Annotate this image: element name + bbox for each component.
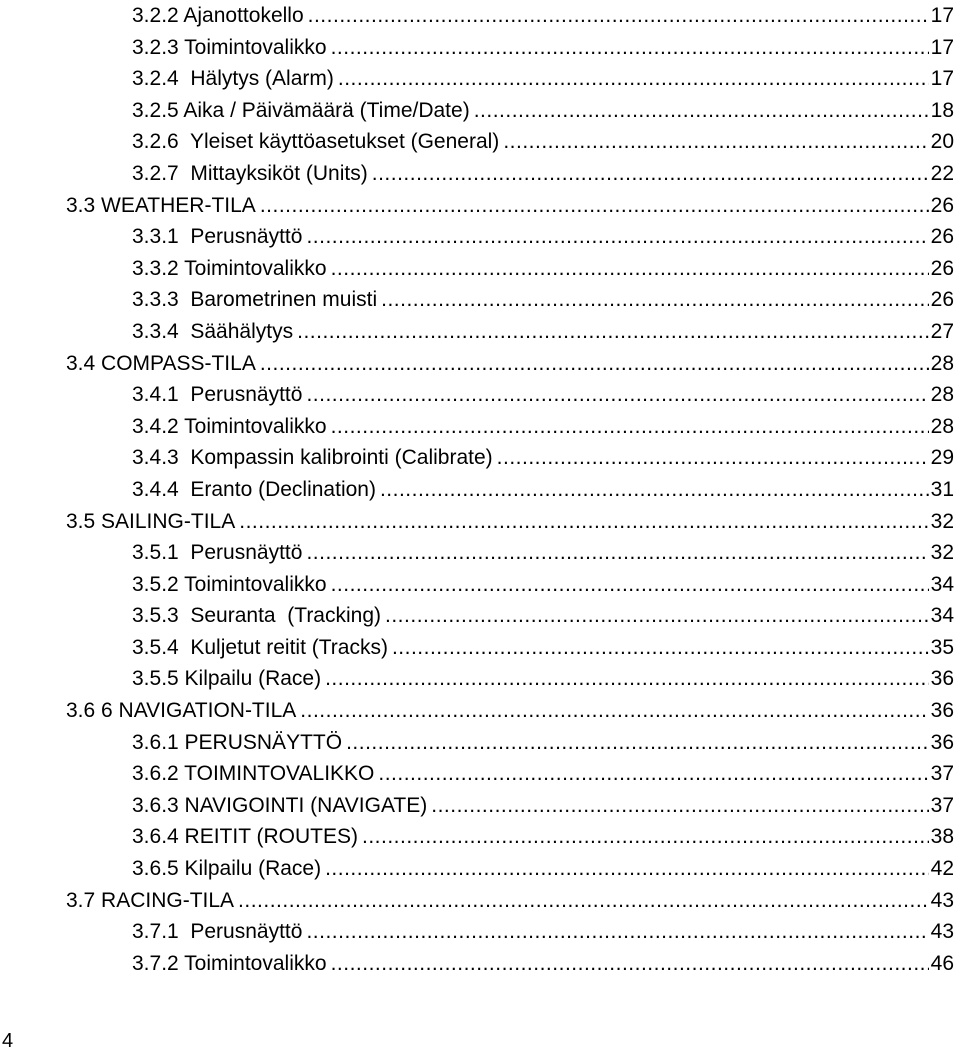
toc-entry[interactable] (66, 818, 954, 850)
toc-entry-page-number: 26 (930, 256, 954, 280)
dot-leader (344, 731, 929, 755)
toc-entry-title: 3.2.6 Yleiset käyttöasetukset (General) (132, 130, 500, 154)
toc-entry[interactable] (66, 849, 954, 881)
toc-entry-page-number: 26 (930, 193, 954, 217)
toc-entry-page-number: 26 (930, 288, 954, 312)
dot-leader (323, 667, 929, 691)
toc-entry-title: 3.7.2 Toimintovalikko (132, 951, 327, 975)
dot-leader (304, 225, 928, 249)
dot-leader (237, 510, 928, 534)
toc-entry[interactable] (66, 218, 954, 250)
toc-entry-page-number: 31 (930, 477, 954, 501)
toc-entry-title: 3.7.1 Perusnäyttö (132, 920, 303, 944)
toc-entry[interactable] (66, 249, 954, 281)
toc-entry-title: 3.2.7 Mittayksiköt (Units) (132, 161, 368, 185)
toc-entry-page-number: 43 (930, 888, 954, 912)
toc-entry-title: 3.4 COMPASS-TILA (66, 351, 256, 375)
toc-entry-title: 3.5 SAILING-TILA (66, 509, 236, 533)
toc-entry-title: 3.5.3 Seuranta (Tracking) (132, 604, 382, 628)
toc-entry[interactable] (66, 628, 954, 660)
toc-entry-title: 3.3.4 Säähälytys (132, 319, 294, 343)
toc-entry-title: 3.4.4 Eranto (Declination) (132, 477, 376, 501)
toc-entry[interactable] (66, 502, 954, 534)
toc-entry[interactable] (66, 28, 954, 60)
toc-entry-page-number: 34 (930, 572, 954, 596)
dot-leader (329, 257, 929, 281)
toc-entry-title: 3.4.1 Perusnäyttö (132, 383, 303, 407)
toc-entry-title: 3.6.4 REITIT (ROUTES) (132, 825, 358, 849)
toc-entry[interactable] (66, 755, 954, 787)
toc-entry-page-number: 22 (930, 161, 954, 185)
toc-entry-page-number: 17 (930, 67, 954, 91)
toc-entry[interactable] (66, 344, 954, 376)
dot-leader (495, 446, 929, 470)
toc-entry-title: 3.5.5 Kilpailu (Race) (132, 667, 322, 691)
dot-leader (258, 194, 929, 218)
toc-entry-page-number: 26 (930, 225, 954, 249)
dot-leader (329, 415, 929, 439)
toc-entry-page-number: 20 (930, 130, 954, 154)
dot-leader (306, 4, 929, 28)
toc-entry[interactable] (66, 913, 954, 945)
dot-leader (323, 857, 929, 881)
toc-entry[interactable] (66, 691, 954, 723)
toc-entry[interactable] (66, 186, 954, 218)
dot-leader (329, 952, 929, 976)
toc-entry[interactable] (66, 723, 954, 755)
toc-entry[interactable] (66, 534, 954, 566)
toc-entry-page-number: 36 (930, 699, 954, 723)
dot-leader (379, 288, 929, 312)
toc-entry-title: 3.6.3 NAVIGOINTI (NAVIGATE) (132, 793, 428, 817)
toc-entry-title: 3.4.2 Toimintovalikko (132, 414, 327, 438)
toc-entry-page-number: 34 (930, 604, 954, 628)
dot-leader (236, 889, 929, 913)
toc-entry-title: 3.3.1 Perusnäyttö (132, 225, 303, 249)
dot-leader (304, 383, 928, 407)
toc-entry[interactable] (66, 470, 954, 502)
toc-entry-page-number: 32 (930, 509, 954, 533)
toc-entry-page-number: 46 (930, 951, 954, 975)
toc-entry-title: 3.7 RACING-TILA (66, 888, 235, 912)
toc-entry-title: 3.3.2 Toimintovalikko (132, 256, 327, 280)
toc-entry-page-number: 38 (930, 825, 954, 849)
dot-leader (376, 762, 928, 786)
toc-entry[interactable] (66, 565, 954, 597)
toc-entry[interactable] (66, 597, 954, 629)
toc-entry[interactable] (66, 154, 954, 186)
dot-leader (390, 636, 929, 660)
toc-entry[interactable] (66, 944, 954, 976)
dot-leader (383, 604, 929, 628)
toc-entry-title: 3.6.1 PERUSNÄYTTÖ (132, 730, 343, 754)
toc-entry-title: 3.4.3 Kompassin kalibrointi (Calibrate) (132, 446, 493, 470)
toc-entry-title: 3.5.1 Perusnäyttö (132, 541, 303, 565)
toc-entry-title: 3.2.3 Toimintovalikko (132, 35, 327, 59)
dot-leader (258, 352, 929, 376)
toc-entry-title: 3.3.3 Barometrinen muisti (132, 288, 378, 312)
toc-entry[interactable] (66, 91, 954, 123)
toc-entry[interactable] (66, 312, 954, 344)
toc-entry-page-number: 29 (930, 446, 954, 470)
toc-entry-page-number: 37 (930, 793, 954, 817)
toc-entry-page-number: 36 (930, 730, 954, 754)
dot-leader (336, 67, 929, 91)
toc-entry-page-number: 35 (930, 635, 954, 659)
toc-entry[interactable] (66, 60, 954, 92)
page-number: 4 (2, 1030, 14, 1052)
toc-entry[interactable] (66, 376, 954, 408)
toc-entry-title: 3.2.2 Ajanottokello (132, 4, 304, 27)
toc-entry-page-number: 28 (930, 351, 954, 375)
toc-entry[interactable] (66, 407, 954, 439)
toc-entry-title: 3.5.4 Kuljetut reitit (Tracks) (132, 635, 388, 659)
toc-entry[interactable] (66, 786, 954, 818)
dot-leader (370, 162, 929, 186)
dot-leader (304, 541, 928, 565)
toc-entry-page-number: 17 (930, 4, 954, 27)
toc-entry-page-number: 42 (930, 857, 954, 881)
dot-leader (360, 825, 929, 849)
toc-entry-page-number: 37 (930, 762, 954, 786)
dot-leader (329, 573, 929, 597)
toc-entry-page-number: 36 (930, 667, 954, 691)
toc-entry-title: 3.6.2 TOIMINTOVALIKKO (132, 762, 375, 786)
toc-entry-page-number: 28 (930, 383, 954, 407)
toc-entry-page-number: 17 (930, 35, 954, 59)
toc-entry-title: 3.3 WEATHER-TILA (66, 193, 256, 217)
toc-entry[interactable] (66, 881, 954, 913)
dot-leader (304, 920, 928, 944)
dot-leader (295, 320, 929, 344)
toc-entry-title: 3.6.5 Kilpailu (Race) (132, 857, 322, 881)
toc-entry-page-number: 27 (930, 319, 954, 343)
toc-entry[interactable] (66, 281, 954, 313)
toc-entry-page-number: 43 (930, 920, 954, 944)
toc-entry[interactable] (66, 123, 954, 155)
dot-leader (329, 36, 929, 60)
toc-entry-title: 3.6 6 NAVIGATION-TILA (66, 699, 297, 723)
dot-leader (429, 794, 928, 818)
dot-leader (378, 478, 929, 502)
dot-leader (298, 699, 928, 723)
toc-entry-page-number: 18 (930, 98, 954, 122)
table-of-contents (66, 0, 954, 976)
toc-entry-page-number: 28 (930, 414, 954, 438)
toc-entry[interactable] (66, 0, 954, 28)
toc-entry-title: 3.2.4 Hälytys (Alarm) (132, 67, 334, 91)
dot-leader (501, 130, 928, 154)
toc-entry[interactable] (66, 660, 954, 692)
dot-leader (472, 99, 929, 123)
toc-entry-title: 3.2.5 Aika / Päivämäärä (Time/Date) (132, 98, 470, 122)
toc-entry-title: 3.5.2 Toimintovalikko (132, 572, 327, 596)
toc-entry[interactable] (66, 439, 954, 471)
toc-entry-page-number: 32 (930, 541, 954, 565)
